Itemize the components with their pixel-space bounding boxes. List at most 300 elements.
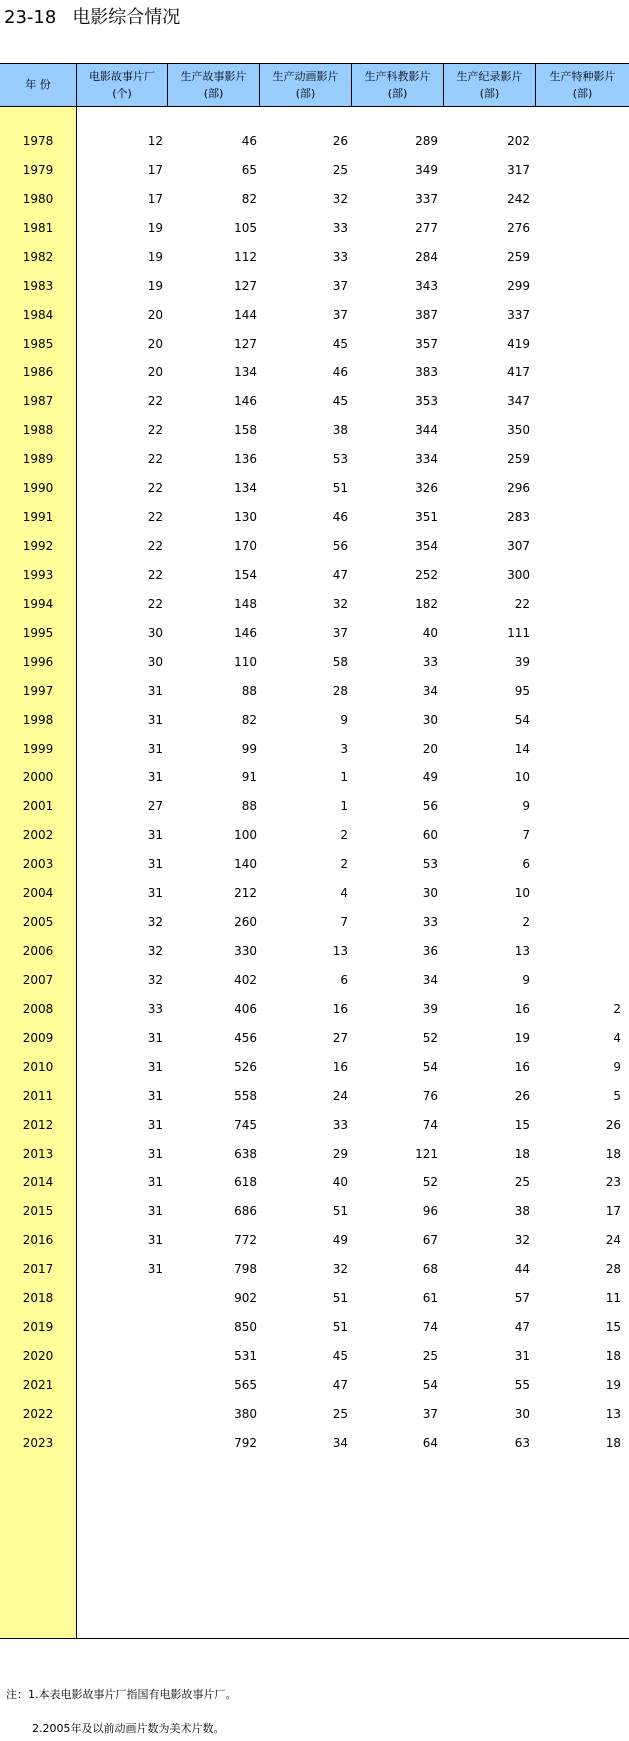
- value-cell: 32: [514, 1233, 530, 1248]
- value-cell: 20: [147, 365, 163, 380]
- value-cell: 13: [605, 1406, 621, 1421]
- value-cell: 212: [234, 886, 257, 901]
- value-cell: 74: [422, 1117, 438, 1132]
- header-feature-films: [168, 64, 259, 106]
- value-cell: 49: [332, 1233, 348, 1248]
- table-row: [0, 356, 629, 388]
- value-cell: 618: [234, 1175, 257, 1190]
- value-cell: 146: [234, 394, 257, 409]
- value-cell: 31: [147, 1233, 163, 1248]
- value-cell: 154: [234, 567, 257, 582]
- table-title: 电影综合情况: [72, 7, 181, 28]
- value-cell: 146: [234, 625, 257, 640]
- value-cell: 54: [514, 712, 530, 727]
- table-row: [0, 1427, 629, 1459]
- value-cell: 14: [514, 741, 530, 756]
- value-cell: 127: [234, 278, 257, 293]
- value-cell: 326: [415, 481, 438, 496]
- value-cell: 37: [332, 625, 348, 640]
- year-cell: 2006: [22, 944, 54, 959]
- value-cell: 31: [147, 828, 163, 843]
- value-cell: 53: [422, 857, 438, 872]
- value-cell: 22: [147, 423, 163, 438]
- value-cell: [536, 154, 621, 186]
- value-cell: 91: [241, 770, 257, 785]
- table-row: [0, 761, 629, 793]
- value-cell: [536, 183, 621, 215]
- value-cell: 19: [605, 1377, 621, 1392]
- value-cell: 745: [234, 1117, 257, 1132]
- value-cell: [536, 501, 621, 533]
- value-cell: 20: [422, 741, 438, 756]
- value-cell: 45: [332, 394, 348, 409]
- value-cell: 148: [234, 596, 257, 611]
- year-cell: 1998: [22, 712, 54, 727]
- value-cell: 40: [422, 625, 438, 640]
- value-cell: 112: [234, 249, 257, 264]
- value-cell: 158: [234, 423, 257, 438]
- year-cell: 2021: [22, 1377, 54, 1392]
- table-row: [0, 1022, 629, 1054]
- value-cell: 296: [507, 481, 530, 496]
- value-cell: 40: [332, 1175, 348, 1190]
- year-cell: 1981: [22, 220, 54, 235]
- header-year-label: 年 份: [25, 78, 51, 91]
- table-row: [0, 964, 629, 996]
- value-cell: 58: [332, 654, 348, 669]
- value-cell: 417: [507, 365, 530, 380]
- year-cell: 1980: [22, 191, 54, 206]
- year-cell: 1991: [22, 510, 54, 525]
- table-row: [0, 183, 629, 215]
- year-cell: 1986: [22, 365, 54, 380]
- value-cell: 22: [147, 394, 163, 409]
- header-studios: [77, 64, 167, 106]
- table-row: [0, 1311, 629, 1343]
- table-row: [0, 1224, 629, 1256]
- table-row: [0, 1369, 629, 1401]
- value-cell: 46: [332, 365, 348, 380]
- value-cell: 38: [514, 1204, 530, 1219]
- value-cell: 31: [147, 1204, 163, 1219]
- year-cell: 1997: [22, 683, 54, 698]
- value-cell: 283: [507, 510, 530, 525]
- value-cell: 9: [340, 712, 348, 727]
- value-cell: 2: [522, 915, 530, 930]
- value-cell: 1: [340, 770, 348, 785]
- value-cell: [77, 1398, 163, 1430]
- value-cell: 36: [422, 944, 438, 959]
- value-cell: 22: [147, 510, 163, 525]
- value-cell: 558: [234, 1088, 257, 1103]
- value-cell: 9: [613, 1059, 621, 1074]
- value-cell: 350: [507, 423, 530, 438]
- year-cell: 1990: [22, 481, 54, 496]
- table-row: [0, 125, 629, 157]
- value-cell: 51: [332, 1320, 348, 1335]
- header-science-films: [352, 64, 443, 106]
- table-row: [0, 617, 629, 649]
- year-cell: 2018: [22, 1291, 54, 1306]
- value-cell: [536, 617, 621, 649]
- header-studios-label: 电影故事片厂: [89, 70, 155, 83]
- value-cell: 1: [340, 799, 348, 814]
- value-cell: 37: [332, 278, 348, 293]
- year-cell: 2014: [22, 1175, 54, 1190]
- year-cell: 2001: [22, 799, 54, 814]
- header-special-films: [536, 64, 629, 106]
- header-documentary-films-label: 生产纪录影片: [456, 70, 523, 83]
- value-cell: 170: [234, 539, 257, 554]
- header-special-films-label: 生产特种影片: [549, 70, 616, 83]
- table-row: [0, 675, 629, 707]
- value-cell: 100: [234, 828, 257, 843]
- header-bottom-rule: [0, 106, 629, 107]
- value-cell: 144: [234, 307, 257, 322]
- table-bottom-rule: [0, 1638, 629, 1639]
- header-year: [0, 64, 76, 106]
- value-cell: 15: [605, 1320, 621, 1335]
- value-cell: [536, 125, 621, 157]
- value-cell: 15: [514, 1117, 530, 1132]
- value-cell: 772: [234, 1233, 257, 1248]
- value-cell: 63: [514, 1435, 530, 1450]
- year-cell: 2020: [22, 1349, 54, 1364]
- table-row: [0, 1253, 629, 1285]
- value-cell: [77, 1311, 163, 1343]
- value-cell: 31: [147, 683, 163, 698]
- value-cell: 19: [147, 249, 163, 264]
- year-cell: 1995: [22, 625, 54, 640]
- value-cell: 276: [507, 220, 530, 235]
- table-row: [0, 588, 629, 620]
- value-cell: 82: [241, 712, 257, 727]
- year-cell: 2002: [22, 828, 54, 843]
- value-cell: 565: [234, 1377, 257, 1392]
- value-cell: 357: [415, 336, 438, 351]
- value-cell: [536, 906, 621, 938]
- value-cell: 277: [415, 220, 438, 235]
- year-cell: 1984: [22, 307, 54, 322]
- table-row: [0, 414, 629, 446]
- value-cell: 7: [340, 915, 348, 930]
- value-cell: 353: [415, 394, 438, 409]
- value-cell: 5: [613, 1088, 621, 1103]
- note-1: 注：1.本表电影故事片厂指国有电影故事片厂。: [6, 1688, 237, 1701]
- value-cell: 49: [422, 770, 438, 785]
- year-cell: 2007: [22, 972, 54, 987]
- year-cell: 1979: [22, 162, 54, 177]
- table-number: 23-18: [4, 7, 57, 28]
- year-cell: 1982: [22, 249, 54, 264]
- table-row: [0, 790, 629, 822]
- value-cell: 38: [332, 423, 348, 438]
- value-cell: 299: [507, 278, 530, 293]
- value-cell: [77, 1369, 163, 1401]
- value-cell: [536, 877, 621, 909]
- year-cell: 2011: [22, 1088, 54, 1103]
- value-cell: 419: [507, 336, 530, 351]
- year-cell: 2004: [22, 886, 54, 901]
- header-documentary-films: [444, 64, 535, 106]
- value-cell: 56: [332, 539, 348, 554]
- table-row: [0, 501, 629, 533]
- value-cell: 52: [422, 1030, 438, 1045]
- value-cell: [536, 472, 621, 504]
- value-cell: 53: [332, 452, 348, 467]
- value-cell: [77, 1282, 163, 1314]
- header-animated-films: [260, 64, 351, 106]
- table-row: [0, 530, 629, 562]
- value-cell: 380: [234, 1406, 257, 1421]
- table-row: [0, 906, 629, 938]
- value-cell: 387: [415, 307, 438, 322]
- value-cell: 16: [332, 1001, 348, 1016]
- value-cell: 39: [422, 1001, 438, 1016]
- value-cell: 25: [514, 1175, 530, 1190]
- value-cell: [536, 212, 621, 244]
- table-row: [0, 270, 629, 302]
- year-cell: 1993: [22, 567, 54, 582]
- value-cell: [536, 414, 621, 446]
- value-cell: 343: [415, 278, 438, 293]
- year-cell: 2015: [22, 1204, 54, 1219]
- value-cell: 47: [332, 1377, 348, 1392]
- value-cell: 30: [422, 712, 438, 727]
- value-cell: 31: [147, 1117, 163, 1132]
- value-cell: 202: [507, 134, 530, 148]
- header-divider: [259, 64, 260, 106]
- value-cell: 300: [507, 567, 530, 582]
- value-cell: 130: [234, 510, 257, 525]
- value-cell: 34: [422, 683, 438, 698]
- value-cell: 32: [332, 596, 348, 611]
- value-cell: 31: [514, 1349, 530, 1364]
- value-cell: 19: [147, 278, 163, 293]
- value-cell: 26: [605, 1117, 621, 1132]
- value-cell: [536, 299, 621, 331]
- table-row: [0, 1282, 629, 1314]
- header-feature-films-unit: (部): [203, 87, 224, 100]
- header-animated-films-label: 生产动画影片: [272, 70, 339, 83]
- header-feature-films-label: 生产故事影片: [180, 70, 247, 83]
- value-cell: 45: [332, 1349, 348, 1364]
- value-cell: 17: [147, 191, 163, 206]
- value-cell: 9: [522, 972, 530, 987]
- value-cell: [536, 385, 621, 417]
- value-cell: 46: [332, 510, 348, 525]
- table-row: [0, 443, 629, 475]
- value-cell: 10: [514, 886, 530, 901]
- value-cell: 51: [332, 1204, 348, 1219]
- table-row: [0, 154, 629, 186]
- value-cell: 31: [147, 1030, 163, 1045]
- table-row: [0, 1398, 629, 1430]
- value-cell: 22: [514, 596, 530, 611]
- value-cell: 334: [415, 452, 438, 467]
- value-cell: 134: [234, 365, 257, 380]
- value-cell: 259: [507, 452, 530, 467]
- value-cell: [536, 675, 621, 707]
- value-cell: 54: [422, 1377, 438, 1392]
- value-cell: 347: [507, 394, 530, 409]
- value-cell: 24: [332, 1088, 348, 1103]
- value-cell: 22: [147, 481, 163, 496]
- header-divider: [351, 64, 352, 106]
- header-animated-films-unit: (部): [295, 87, 316, 100]
- value-cell: [77, 1340, 163, 1372]
- value-cell: 11: [605, 1291, 621, 1306]
- note-2: 2.2005年及以前动画片数为美术片数。: [32, 1722, 225, 1735]
- value-cell: 47: [514, 1320, 530, 1335]
- value-cell: 22: [147, 539, 163, 554]
- value-cell: 18: [605, 1146, 621, 1161]
- table-row: [0, 1166, 629, 1198]
- value-cell: 30: [514, 1406, 530, 1421]
- value-cell: 25: [422, 1349, 438, 1364]
- value-cell: 284: [415, 249, 438, 264]
- table-row: [0, 935, 629, 967]
- table-row: [0, 328, 629, 360]
- value-cell: 25: [332, 162, 348, 177]
- header-divider: [76, 64, 77, 106]
- value-cell: 17: [147, 162, 163, 177]
- header-divider: [535, 64, 536, 106]
- value-cell: 19: [514, 1030, 530, 1045]
- value-cell: 18: [514, 1146, 530, 1161]
- value-cell: [536, 848, 621, 880]
- value-cell: 33: [422, 915, 438, 930]
- value-cell: 2: [613, 1001, 621, 1016]
- value-cell: 51: [332, 481, 348, 496]
- value-cell: 16: [514, 1001, 530, 1016]
- value-cell: 3: [340, 741, 348, 756]
- value-cell: 344: [415, 423, 438, 438]
- value-cell: 55: [514, 1377, 530, 1392]
- value-cell: 95: [514, 683, 530, 698]
- value-cell: 531: [234, 1349, 257, 1364]
- header-documentary-films-unit: (部): [479, 87, 500, 100]
- value-cell: 330: [234, 944, 257, 959]
- value-cell: 32: [147, 944, 163, 959]
- value-cell: 105: [234, 220, 257, 235]
- value-cell: 13: [514, 944, 530, 959]
- value-cell: [536, 646, 621, 678]
- value-cell: 31: [147, 741, 163, 756]
- value-cell: 33: [332, 1117, 348, 1132]
- value-cell: 57: [514, 1291, 530, 1306]
- value-cell: 686: [234, 1204, 257, 1219]
- value-cell: 46: [241, 134, 257, 148]
- value-cell: 20: [147, 307, 163, 322]
- value-cell: 18: [605, 1435, 621, 1450]
- value-cell: 260: [234, 915, 257, 930]
- table-row: [0, 385, 629, 417]
- value-cell: 402: [234, 972, 257, 987]
- year-cell: 2022: [22, 1406, 54, 1421]
- table-row: [0, 704, 629, 736]
- value-cell: 140: [234, 857, 257, 872]
- value-cell: 30: [147, 625, 163, 640]
- header-science-films-unit: (部): [387, 87, 408, 100]
- value-cell: 64: [422, 1435, 438, 1450]
- value-cell: 28: [332, 683, 348, 698]
- value-cell: 76: [422, 1088, 438, 1103]
- value-cell: [536, 356, 621, 388]
- year-cell: 2019: [22, 1320, 54, 1335]
- value-cell: 31: [147, 712, 163, 727]
- value-cell: 16: [514, 1059, 530, 1074]
- value-cell: [536, 761, 621, 793]
- value-cell: 182: [415, 596, 438, 611]
- value-cell: 7: [522, 828, 530, 843]
- year-cell: 1987: [22, 394, 54, 409]
- value-cell: 60: [422, 828, 438, 843]
- year-cell: 1978: [22, 134, 54, 148]
- year-cell: 1983: [22, 278, 54, 293]
- year-cell: 1992: [22, 539, 54, 554]
- value-cell: 252: [415, 567, 438, 582]
- value-cell: 13: [332, 944, 348, 959]
- value-cell: 74: [422, 1320, 438, 1335]
- table-row: [0, 559, 629, 591]
- value-cell: 31: [147, 857, 163, 872]
- value-cell: 67: [422, 1233, 438, 1248]
- value-cell: [536, 328, 621, 360]
- value-cell: 32: [332, 1262, 348, 1277]
- header-special-films-unit: (部): [572, 87, 593, 100]
- value-cell: 37: [422, 1406, 438, 1421]
- value-cell: 33: [147, 1001, 163, 1016]
- value-cell: 31: [147, 1059, 163, 1074]
- table-row: [0, 241, 629, 273]
- value-cell: [536, 270, 621, 302]
- value-cell: 349: [415, 162, 438, 177]
- value-cell: 27: [147, 799, 163, 814]
- value-cell: 39: [514, 654, 530, 669]
- value-cell: 33: [332, 249, 348, 264]
- value-cell: 30: [147, 654, 163, 669]
- value-cell: 798: [234, 1262, 257, 1277]
- value-cell: 337: [507, 307, 530, 322]
- table-row: [0, 1340, 629, 1372]
- year-cell: 2016: [22, 1233, 54, 1248]
- table-row: [0, 877, 629, 909]
- value-cell: 45: [332, 336, 348, 351]
- year-cell: 2003: [22, 857, 54, 872]
- value-cell: 111: [507, 625, 530, 640]
- value-cell: 34: [422, 972, 438, 987]
- page-title: [4, 6, 180, 30]
- value-cell: 22: [147, 452, 163, 467]
- year-cell: 2010: [22, 1059, 54, 1074]
- value-cell: [536, 733, 621, 765]
- table-row: [0, 212, 629, 244]
- value-cell: 110: [234, 654, 257, 669]
- value-cell: 54: [422, 1059, 438, 1074]
- value-cell: 134: [234, 481, 257, 496]
- year-cell: 2009: [22, 1030, 54, 1045]
- value-cell: 88: [241, 683, 257, 698]
- table-row: [0, 646, 629, 678]
- value-cell: 127: [234, 336, 257, 351]
- value-cell: 6: [522, 857, 530, 872]
- value-cell: 19: [147, 220, 163, 235]
- value-cell: 18: [605, 1349, 621, 1364]
- table-row: [0, 993, 629, 1025]
- year-cell: 2017: [22, 1262, 54, 1277]
- value-cell: 26: [514, 1088, 530, 1103]
